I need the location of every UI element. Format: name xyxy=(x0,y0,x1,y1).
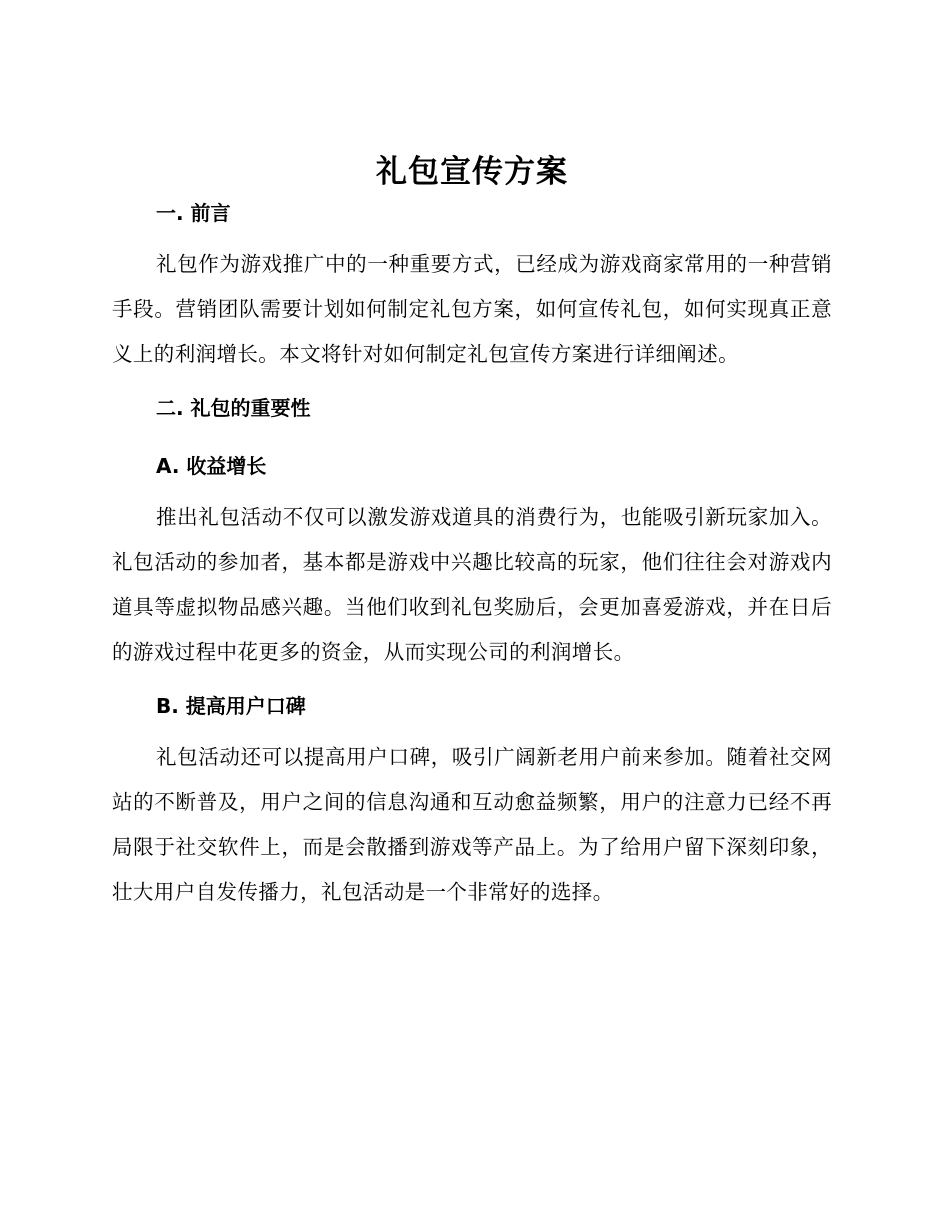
preface-paragraph: 礼包作为游戏推广中的一种重要方式，已经成为游戏商家常用的一种营销手段。营销团队需要计划如何制定礼包方案，如何宣传礼包，如何实现真正意义上的利润增长。本文将针对如何制定礼包宣传方案进行详细阐述。 xyxy=(112,252,832,366)
section-heading-importance: 二. 礼包的重要性 xyxy=(156,396,311,420)
reputation-paragraph: 礼包活动还可以提高用户口碑，吸引广阔新老用户前来参加。随着社交网站的不断普及，用户之间的信息沟通和互动愈益频繁，用户的注意力已经不再局限于社交软件上，而是会散播到游戏等产品上。为了给用户留下深刻印象，壮大用户自发传播力，礼包活动是一个非常好的选择。 xyxy=(112,745,832,904)
document-title: 礼包宣传方案 xyxy=(376,154,568,190)
revenue-paragraph: 推出礼包活动不仅可以激发游戏道具的消费行为，也能吸引新玩家加入。礼包活动的参加者，基本都是游戏中兴趣比较高的玩家，他们往往会对游戏内道具等虚拟物品感兴趣。当他们收到礼包奖励后，会更加喜爱游戏，并在日后的游戏过程中花更多的资金，从而实现公司的利润增长。 xyxy=(112,505,832,664)
subsection-heading-revenue: A. 收益增长 xyxy=(156,454,267,478)
section-heading-preface: 一. 前言 xyxy=(156,201,231,225)
subsection-heading-reputation: B. 提高用户口碑 xyxy=(156,694,306,718)
document-page xyxy=(112,150,832,915)
